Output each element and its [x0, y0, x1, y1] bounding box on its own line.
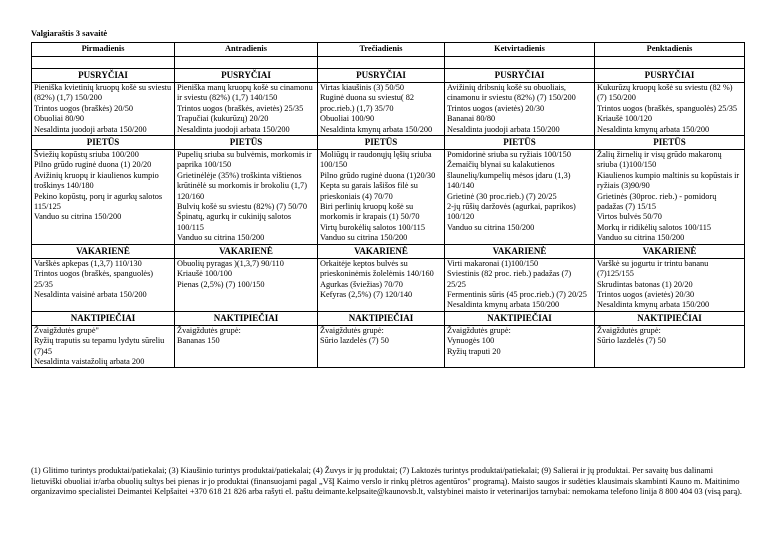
menu-item: Špinatų, agurkų ir cukinijų salotos 100/115	[177, 212, 292, 232]
lunch-friday-cell	[595, 150, 745, 245]
menu-item: 2-jų rūšių daržovės (agurkai, paprikos) 100/120	[447, 202, 576, 222]
dinner-tuesday-cell	[175, 258, 318, 311]
menu-item: Vynuogės 100	[447, 336, 495, 346]
lunch-heading: PIETŪS	[32, 136, 175, 150]
menu-item: Skrudintas batonas (1) 20/20	[597, 279, 693, 289]
menu-item: Virtas kiaušinis (3) 50/50	[320, 83, 405, 92]
dinner-monday-cell	[32, 258, 175, 311]
menu-item: Žvaigždutės grupė:	[447, 325, 511, 335]
lunch-heading: PIETŪS	[445, 136, 595, 150]
page-title: Valgiaraštis 3 savaitė	[31, 28, 108, 38]
menu-item: Trintos uogos (avietės) 20/30	[447, 103, 545, 113]
menu-item: Ryžių traputis su tepamu lydytu sūreliu (7)45	[34, 336, 165, 356]
breakfast-heading: PUSRYČIAI	[32, 69, 175, 83]
menu-item: Vanduo su citrina 150/200	[34, 212, 122, 222]
breakfast-header-row	[32, 69, 745, 83]
menu-item: Kriaušė 100/120	[597, 114, 653, 124]
menu-item: Ryžių traputi 20	[447, 346, 501, 356]
breakfast-heading: PUSRYČIAI	[445, 69, 595, 83]
breakfast-heading: PUSRYČIAI	[175, 69, 318, 83]
night-snack-heading: NAKTIPIEČIAI	[32, 311, 175, 325]
breakfast-items-row	[32, 83, 745, 136]
empty-cell	[32, 57, 175, 69]
menu-item: Moliūgų ir raudonųjų lęšių sriuba 100/150	[320, 150, 432, 170]
breakfast-wednesday-cell	[318, 83, 445, 136]
menu-item: Kriaušė 100/100	[177, 269, 233, 279]
menu-item: Kefyras (2,5%) (7) 120/140	[320, 289, 413, 299]
menu-item: Agurkas (šviežias) 70/70	[320, 279, 403, 289]
menu-item: Pupelių sriuba su bulvėmis, morkomis ir paprika 100/150	[177, 150, 312, 170]
menu-item: Pieniška kvietinių kruopų košė su sviestu (82%) (1,7) 150/200	[34, 83, 172, 103]
night-snack-heading: NAKTIPIEČIAI	[445, 311, 595, 325]
menu-item: Virtų burokėlių salotos 100/115	[320, 222, 425, 232]
menu-item: Obuoliai 100/90	[320, 114, 375, 124]
menu-item: Pilno grūdo ruginė duona (1) 20/20	[34, 160, 152, 170]
dinner-header-row	[32, 244, 745, 258]
night-snack-heading: NAKTIPIEČIAI	[175, 311, 318, 325]
breakfast-tuesday-cell	[175, 83, 318, 136]
menu-item: Pilno grūdo ruginė duona (1)20/30	[320, 170, 436, 180]
day-header-thursday: Ketvirtadienis	[445, 43, 595, 57]
menu-item: Varškė su jogurtu ir trintu bananu (7)125/155	[597, 258, 709, 279]
menu-item: Vanduo su citrina 150/200	[177, 233, 265, 243]
empty-cell	[318, 57, 445, 69]
menu-item: Ruginė duona su sviestu( 82 proc.rieb.) (1,7) 35/70	[320, 93, 415, 113]
menu-item: Varškės apkepas (1,3,7) 110/130	[34, 258, 142, 268]
menu-item: Žvaigždutės grupė:	[177, 325, 241, 335]
menu-item: Grietinėlėje (35%) troškinta vištienos krūtinėlė su morkomis ir brokoliu (1,7) 120/160	[177, 170, 307, 201]
menu-item: Nesaldinta juodoji arbata 150/200	[177, 124, 290, 134]
lunch-items-row	[32, 150, 745, 245]
menu-item: Biri perlinių kruopų košė su morkomis ir krapais (1) 50/70	[320, 202, 420, 222]
menu-item: Bananas 150	[177, 336, 220, 346]
empty-cell	[445, 57, 595, 69]
night-snack-thursday-cell	[445, 325, 595, 368]
menu-item: Pekino kopūstų, porų ir agurkų salotos 115/125	[34, 191, 163, 212]
night-snack-header-row	[32, 311, 745, 325]
menu-item: Vanduo su citrina 150/200	[597, 233, 685, 243]
dinner-thursday-cell	[445, 258, 595, 311]
menu-item: Morkų ir ridikėlių salotos 100/115	[597, 222, 711, 232]
breakfast-heading: PUSRYČIAI	[318, 69, 445, 83]
lunch-thursday-cell	[445, 150, 595, 245]
meal-body	[32, 69, 745, 368]
night-snack-heading: NAKTIPIEČIAI	[318, 311, 445, 325]
menu-item: Obuoliai 80/90	[34, 114, 85, 124]
menu-item: Nesaldinta kmynų arbata 150/200	[447, 300, 560, 310]
menu-item: Sviestinis (82 proc. rieb.) padažas (7) 25/25	[447, 269, 572, 289]
dinner-items-row	[32, 258, 745, 311]
breakfast-thursday-cell	[445, 83, 595, 136]
menu-item: Trintos uogos (braškės, avietės) 25/35	[177, 103, 304, 113]
dinner-heading: VAKARIENĖ	[175, 244, 318, 258]
menu-item: Žemaičių blynai su kalakutienos šlaunelių/kumpelių mėsos įdaru (1,3) 140/140	[447, 160, 571, 191]
menu-item: Virtos bulvės 50/70	[597, 212, 662, 222]
lunch-header-row	[32, 136, 745, 150]
menu-item: Bulvių košė su sviestu (82%) (7) 50/70	[177, 202, 307, 212]
breakfast-heading: PUSRYČIAI	[595, 69, 745, 83]
night-snack-tuesday-cell	[175, 325, 318, 368]
day-header-wednesday: Trečiadienis	[318, 43, 445, 57]
lunch-heading: PIETŪS	[175, 136, 318, 150]
menu-item: Avižinių kruopų ir kiaulienos kumpio troškinys 140/180	[34, 170, 159, 191]
menu-item: Trintos uogos (braškės, spanguolės) 25/35	[597, 103, 738, 113]
night-snack-heading: NAKTIPIEČIAI	[595, 311, 745, 325]
menu-item: Virti makaronai (1)100/150	[447, 258, 539, 268]
lunch-tuesday-cell	[175, 150, 318, 245]
menu-item: Bananai 80/80	[447, 114, 496, 124]
menu-table	[31, 42, 745, 368]
dinner-friday-cell	[595, 258, 745, 311]
menu-item: Žalių žirnelių ir visų grūdo makaronų sriuba (1)100/150	[597, 150, 722, 170]
menu-item: Pieniška manų kruopų košė su cinamonu ir sviestu (82%) (1,7) 140/150	[177, 83, 313, 103]
menu-item: Vanduo su citrina 150/200	[447, 222, 535, 232]
empty-cell	[595, 57, 745, 69]
lunch-wednesday-cell	[318, 150, 445, 245]
dinner-heading: VAKARIENĖ	[32, 244, 175, 258]
menu-item: Vanduo su citrina 150/200	[320, 233, 408, 243]
night-snack-friday-cell	[595, 325, 745, 368]
menu-item: Šviežių kopūstų sriuba 100/200	[34, 150, 139, 160]
breakfast-monday-cell	[32, 83, 175, 136]
dinner-heading: VAKARIENĖ	[445, 244, 595, 258]
menu-item: Pienas (2,5%) (7) 100/150	[177, 279, 265, 289]
lunch-heading: PIETŪS	[595, 136, 745, 150]
empty-cell	[175, 57, 318, 69]
menu-item: Sūrio lazdelės (7) 50	[597, 336, 666, 346]
menu-item: Grietinės (30proc. rieb.) - pomidorų padažas (7) 15/15	[597, 191, 717, 212]
night-snack-monday-cell	[32, 325, 175, 368]
menu-item: Obuolių pyragas )(1,3,7) 90/110	[177, 258, 284, 268]
footnote: (1) Glitimo turintys produktai/patiekalai; (3) Kiaušinio turintys produktai/patiekalai; (4) Žuvys ir jų produktai; (7) Laktozės turintys produktai/patiekalai; (9) Salierai ir jų produktai. Per savaitę bus dalinami lietuviški obuoliai ir/arba obuolių sultys bei pienas ir jo produktai (finansuojami pagal „VšĮ Kaimo verslo ir rinkų plėtros agentūros" programą). Maisto saugos ir sudėties klausimais skambinti Kauno m. Maitinimo organizavimo specialistei Deimantei Kelpšaitei +370 618 21 826 arba rašyti el. paštu deimante.kelpsaite@kaunovsb.lt, valstybinei maisto ir veterinarijos tarnybai: nemokama telefono linija 8 800 404 03 (visą parą).	[31, 466, 742, 497]
spacer-row	[32, 57, 745, 69]
menu-item: Trintos uogos (braškės) 20/50	[34, 103, 134, 113]
menu-item: Orkaitėje keptos bulvės su prieskoninėmis žolelėmis 140/160	[320, 258, 434, 279]
menu-item: Trapučiai (kukurūzų) 20/20	[177, 114, 269, 124]
day-header-row	[32, 43, 745, 57]
menu-item: Pomidorinė sriuba su ryžiais 100/150	[447, 150, 571, 160]
menu-item: Nesaldinta vaisinė arbata 150/200	[34, 289, 147, 299]
lunch-monday-cell	[32, 150, 175, 245]
menu-item: Sūrio lazdelės (7) 50	[320, 336, 389, 346]
dinner-heading: VAKARIENĖ	[595, 244, 745, 258]
menu-item: Fermentinis sūris (45 proc.rieb.) (7) 20/25	[447, 289, 587, 299]
menu-item: Nesaldinta kmynų arbata 150/200	[597, 124, 710, 134]
breakfast-friday-cell	[595, 83, 745, 136]
night-snack-wednesday-cell	[318, 325, 445, 368]
lunch-heading: PIETŪS	[318, 136, 445, 150]
menu-item: Nesaldinta kmynų arbata 150/200	[320, 124, 433, 134]
day-header-tuesday: Antradienis	[175, 43, 318, 57]
menu-item: Kepta su garais lašišos filė su prieskoniais (4) 70/70	[320, 181, 418, 201]
day-header-friday: Penktadienis	[595, 43, 745, 57]
menu-item: Žvaigždutės grupė:	[597, 325, 661, 335]
menu-item: Avižinių dribsnių košė su obuoliais, cinamonu ir sviestu (82%) (7) 150/200	[447, 83, 576, 103]
menu-item: Nesaldinta juodoji arbata 150/200	[447, 124, 560, 134]
menu-item: Trintos uogos (avietės) 20/30	[597, 289, 695, 299]
menu-item: Nesaldinta vaistažolių arbata 200	[34, 356, 145, 366]
menu-item: Žvaigždutės grupė:	[320, 325, 384, 335]
menu-item: Nesaldinta kmynų arbata 150/200	[597, 300, 710, 310]
menu-item: Grietinė (30 proc.rieb.) (7) 20/25	[447, 191, 557, 201]
menu-item: Trintos uogos (braškės, spanguolės) 25/35	[34, 269, 154, 289]
night-snack-items-row	[32, 325, 745, 368]
dinner-heading: VAKARIENĖ	[318, 244, 445, 258]
menu-item: Žvaigždutės grupė"	[34, 325, 99, 335]
menu-item: Kiaulienos kumpio maltinis su kopūstais ir ryžiais (3)90/90	[597, 170, 740, 191]
dinner-wednesday-cell	[318, 258, 445, 311]
menu-item: Kukurūzų kruopų košė su sviestu (82 %) (7) 150/200	[597, 83, 733, 103]
menu-item: Nesaldinta juodoji arbata 150/200	[34, 124, 147, 134]
day-header-monday: Pirmadienis	[32, 43, 175, 57]
